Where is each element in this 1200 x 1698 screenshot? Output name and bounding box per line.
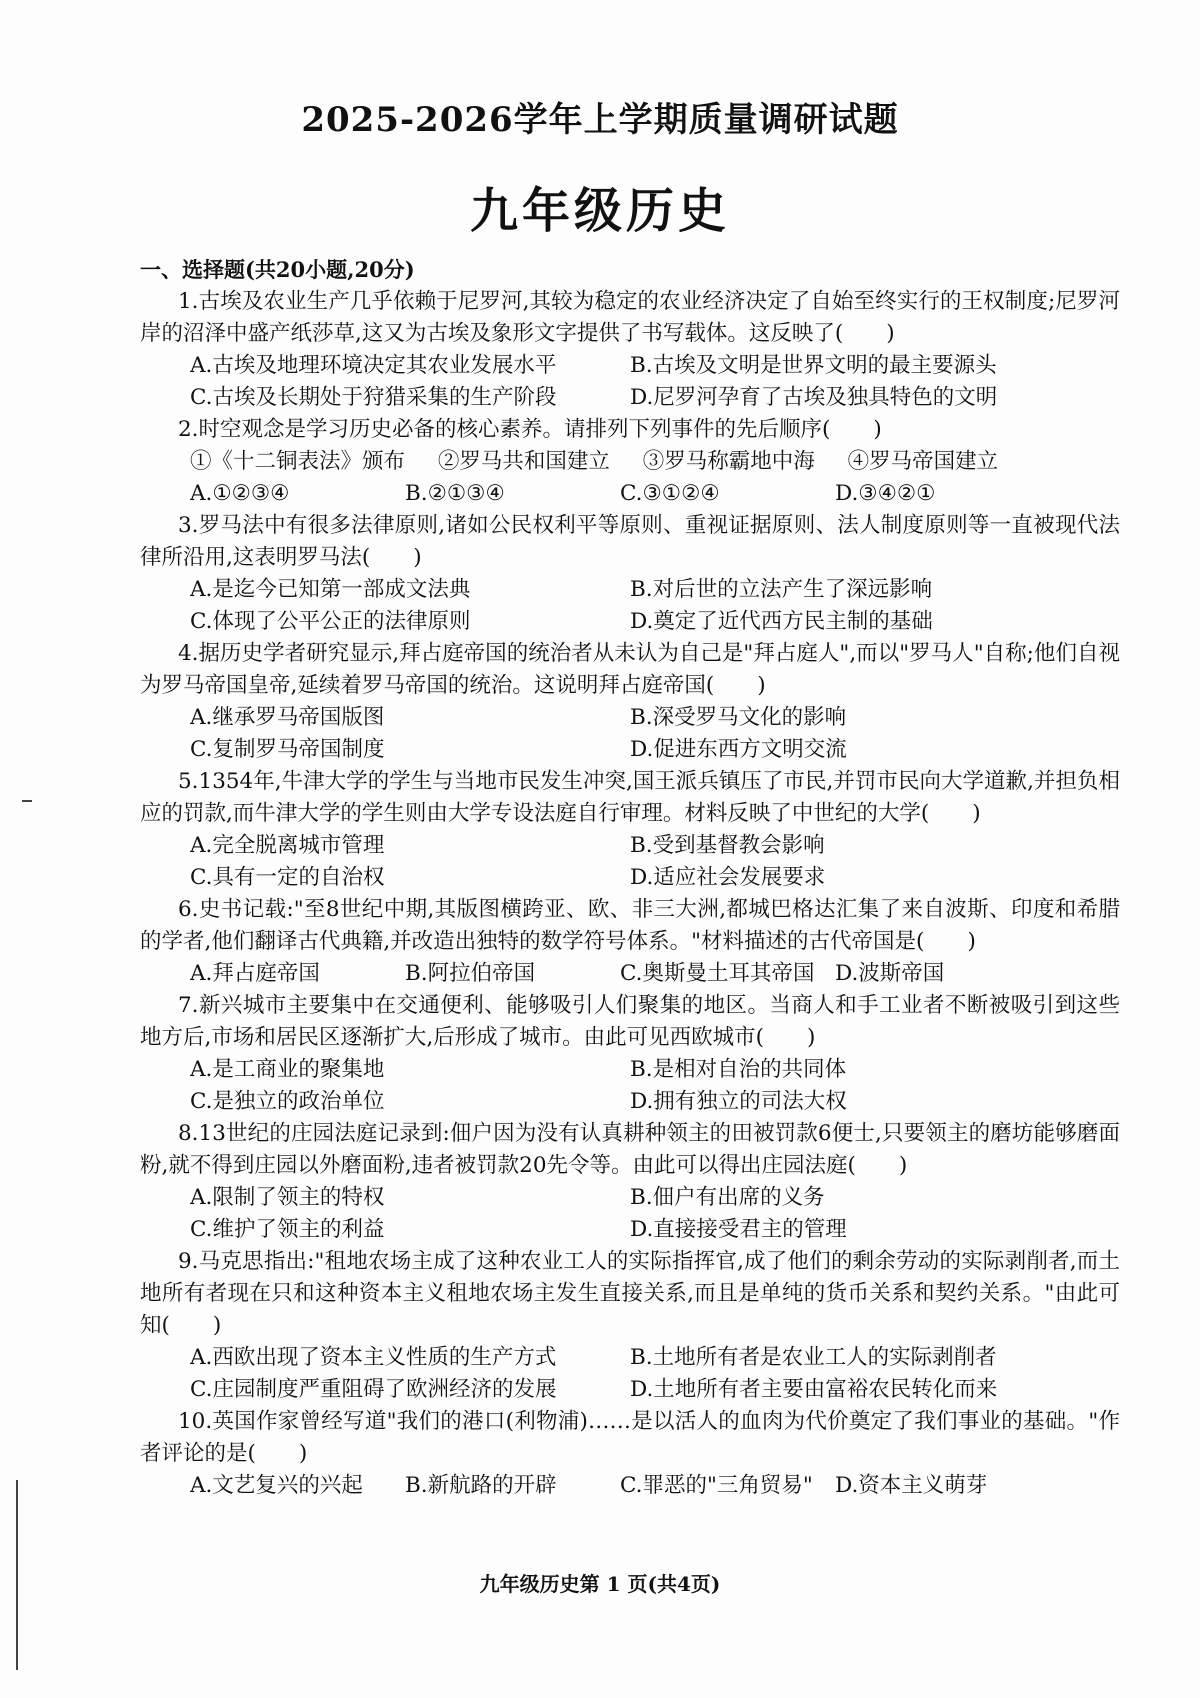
option-group bbox=[140, 830, 1120, 894]
option-d: D.尼罗河孕育了古埃及独具特色的文明 bbox=[630, 385, 998, 410]
question-stem: 10.英国作家曾经写道"我们的港口(利物浦)……是以活人的血肉为代价奠定了我们事业的基础。"作者评论的是( ) bbox=[140, 1409, 1120, 1466]
option-group bbox=[140, 478, 1120, 510]
question-3 bbox=[140, 510, 1120, 638]
option-a: A.拜占庭帝国 bbox=[190, 961, 320, 986]
option-group bbox=[140, 1342, 1120, 1406]
question-9 bbox=[140, 1246, 1120, 1406]
option-a: A.①②③④ bbox=[190, 481, 290, 506]
option-c: C.罪恶的"三角贸易" bbox=[620, 1473, 813, 1498]
option-d: D.③④②① bbox=[835, 481, 936, 506]
question-6 bbox=[140, 894, 1120, 990]
option-d: D.波斯帝国 bbox=[835, 961, 945, 986]
question-stem: 9.马克思指出:"租地农场主成了这种农业工人的实际指挥官,成了他们的剩余劳动的实际剥削者,而土地所有者现在只和这种资本主义租地农场主发生直接关系,而且是单纯的货币关系和契约关系。"由此可知( ) bbox=[140, 1249, 1120, 1338]
option-c: C.体现了公平公正的法律原则 bbox=[190, 609, 471, 634]
option-group bbox=[140, 574, 1120, 638]
option-c: C.具有一定的自治权 bbox=[190, 865, 385, 890]
question-stem: 4.据历史学者研究显示,拜占庭帝国的统治者从未认为自己是"拜占庭人",而以"罗马人"自称;他们自视为罗马帝国皇帝,延续着罗马帝国的统治。这说明拜占庭帝国( ) bbox=[140, 641, 1120, 698]
question-stem: 2.时空观念是学习历史必备的核心素养。请排列下列事件的先后顺序( ) bbox=[178, 417, 882, 442]
margin-mark bbox=[22, 800, 32, 802]
option-b: B.是相对自治的共同体 bbox=[630, 1057, 847, 1082]
page-footer: 九年级历史第 1 页(共4页) bbox=[479, 1572, 721, 1596]
option-c: C.是独立的政治单位 bbox=[190, 1089, 385, 1114]
option-b: B.土地所有者是农业工人的实际剥削者 bbox=[630, 1345, 997, 1370]
option-group bbox=[140, 1182, 1120, 1246]
question-stem: 5.1354年,牛津大学的学生与当地市民发生冲突,国王派兵镇压了市民,并罚市民向大学道歉,并担负相应的罚款,而牛津大学的学生则由大学专设法庭自行审理。材料反映了中世纪的大学( ) bbox=[140, 769, 1120, 826]
option-b: B.阿拉伯帝国 bbox=[405, 961, 536, 986]
exam-subject: 九年级历史 bbox=[469, 183, 730, 239]
section-heading: 一、选择题(共20小题,20分) bbox=[140, 257, 415, 282]
option-d: D.适应社会发展要求 bbox=[630, 865, 826, 890]
option-d: D.资本主义萌芽 bbox=[835, 1473, 988, 1498]
option-a: A.是迄今已知第一部成文法典 bbox=[190, 577, 471, 602]
question-10 bbox=[140, 1406, 1120, 1502]
option-c: C.维护了领主的利益 bbox=[190, 1217, 385, 1242]
option-b: B.②①③④ bbox=[405, 481, 505, 506]
option-group bbox=[140, 1054, 1120, 1118]
option-a: A.是工商业的聚集地 bbox=[190, 1057, 385, 1082]
option-a: A.文艺复兴的兴起 bbox=[190, 1473, 363, 1498]
question-7 bbox=[140, 990, 1120, 1118]
event-item: ①《十二铜表法》颁布 bbox=[190, 449, 406, 474]
option-d: D.促进东西方文明交流 bbox=[630, 737, 847, 762]
option-b: B.佃户有出席的义务 bbox=[630, 1185, 825, 1210]
option-group bbox=[140, 958, 1120, 990]
question-stem: 3.罗马法中有很多法律原则,诸如公民权利平等原则、重视证据原则、法人制度原则等一直被现代法律所沿用,这表明罗马法( ) bbox=[140, 513, 1120, 570]
option-c: C.③①②④ bbox=[620, 481, 720, 506]
option-a: A.西欧出现了资本主义性质的生产方式 bbox=[190, 1345, 557, 1370]
option-group bbox=[140, 702, 1120, 766]
option-group bbox=[140, 350, 1120, 414]
question-5 bbox=[140, 766, 1120, 894]
option-c: C.复制罗马帝国制度 bbox=[190, 737, 385, 762]
option-group bbox=[140, 1470, 1120, 1502]
option-a: A.古埃及地理环境决定其农业发展水平 bbox=[190, 353, 557, 378]
option-b: B.古埃及文明是世界文明的最主要源头 bbox=[630, 353, 997, 378]
option-c: C.奥斯曼土耳其帝国 bbox=[620, 961, 815, 986]
question-stem: 7.新兴城市主要集中在交通便利、能够吸引人们聚集的地区。当商人和手工业者不断被吸引到这些地方后,市场和居民区逐渐扩大,后形成了城市。由此可见西欧城市( ) bbox=[140, 993, 1120, 1050]
event-item: ④罗马帝国建立 bbox=[847, 449, 999, 474]
event-item: ②罗马共和国建立 bbox=[437, 449, 610, 474]
option-d: D.直接接受君主的管理 bbox=[630, 1217, 847, 1242]
question-1 bbox=[140, 286, 1120, 414]
option-d: D.土地所有者主要由富裕农民转化而来 bbox=[630, 1377, 998, 1402]
option-b: B.受到基督教会影响 bbox=[630, 833, 825, 858]
option-b: B.新航路的开辟 bbox=[405, 1473, 557, 1498]
option-c: C.庄园制度严重阻碍了欧洲经济的发展 bbox=[190, 1377, 557, 1402]
event-item: ③罗马称霸地中海 bbox=[642, 449, 815, 474]
option-a: A.限制了领主的特权 bbox=[190, 1185, 385, 1210]
option-b: B.深受罗马文化的影响 bbox=[630, 705, 847, 730]
option-a: A.完全脱离城市管理 bbox=[190, 833, 385, 858]
option-c: C.古埃及长期处于狩猎采集的生产阶段 bbox=[190, 385, 557, 410]
option-d: D.奠定了近代西方民主制的基础 bbox=[630, 609, 933, 634]
question-8 bbox=[140, 1118, 1120, 1246]
exam-title: 2025-2026学年上学期质量调研试题 bbox=[301, 100, 899, 140]
question-stem: 1.古埃及农业生产几乎依赖于尼罗河,其较为稳定的农业经济决定了自始至终实行的王权制度;尼罗河岸的沼泽中盛产纸莎草,这又为古埃及象形文字提供了书写载体。这反映了( ) bbox=[140, 289, 1120, 346]
question-stem: 6.史书记载:"至8世纪中期,其版图横跨亚、欧、非三大洲,都城巴格达汇集了来自波斯、印度和希腊的学者,他们翻译古代典籍,并改造出独特的数学符号体系。"材料描述的古代帝国是( ) bbox=[140, 897, 1120, 954]
option-d: D.拥有独立的司法大权 bbox=[630, 1089, 847, 1114]
event-list bbox=[140, 446, 1120, 478]
option-a: A.继承罗马帝国版图 bbox=[190, 705, 385, 730]
question-stem: 8.13世纪的庄园法庭记录到:佃户因为没有认真耕种领主的田被罚款6便士,只要领主的磨坊能够磨面粉,就不得到庄园以外磨面粉,违者被罚款20先令等。由此可以得出庄园法庭( ) bbox=[140, 1121, 1120, 1178]
option-b: B.对后世的立法产生了深远影响 bbox=[630, 577, 933, 602]
question-area bbox=[140, 254, 1120, 1502]
question-2 bbox=[140, 414, 1120, 510]
question-4 bbox=[140, 638, 1120, 766]
